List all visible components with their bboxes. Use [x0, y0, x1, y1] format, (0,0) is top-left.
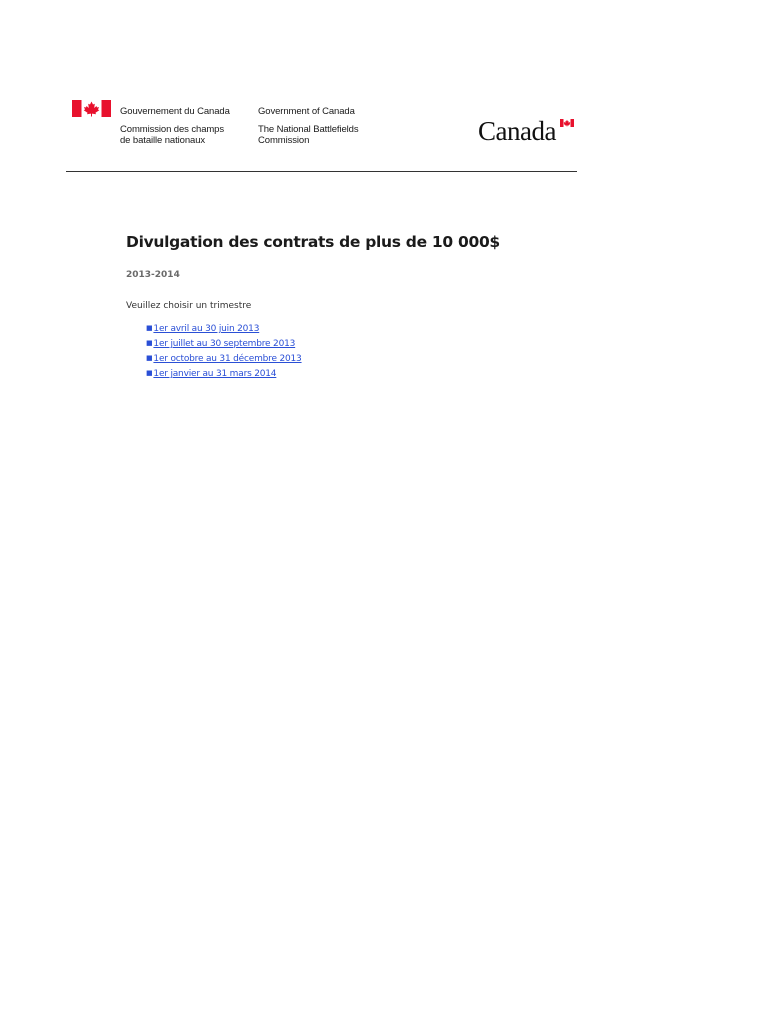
quarter-prompt: Veuillez choisir un trimestre — [126, 301, 252, 311]
quarter-link-q1[interactable]: 1er avril au 30 juin 2013 — [153, 324, 260, 334]
department-name-fr-line2: de bataille nationaux — [120, 135, 206, 146]
page-header — [0, 0, 770, 175]
canada-flag-icon — [72, 100, 111, 117]
department-name-en-line1: The National Battlefields — [258, 124, 359, 135]
list-item — [146, 336, 302, 351]
government-name-en: Government of Canada — [258, 106, 355, 117]
wordmark-flag-icon — [560, 119, 574, 127]
main-content — [126, 230, 626, 379]
canada-wordmark — [478, 115, 578, 147]
quarter-link-q4[interactable]: 1er janvier au 31 mars 2014 — [153, 369, 277, 379]
list-item — [146, 351, 302, 366]
department-name-en-line2: Commission — [258, 135, 310, 146]
bullet-icon: ■ — [146, 324, 153, 332]
quarter-link-q2[interactable]: 1er juillet au 30 septembre 2013 — [153, 339, 296, 349]
department-name-en — [258, 124, 358, 146]
government-name-fr: Gouvernement du Canada — [120, 106, 230, 117]
bullet-icon: ■ — [146, 369, 153, 377]
quarter-link-q3[interactable]: 1er octobre au 31 décembre 2013 — [153, 354, 302, 364]
list-item — [146, 321, 302, 336]
bullet-icon: ■ — [146, 339, 153, 347]
department-name-fr — [120, 124, 224, 146]
canada-wordmark-text: Canada — [478, 116, 556, 146]
list-item — [146, 366, 302, 381]
page-title: Divulgation des contrats de plus de 10 000$ — [126, 233, 500, 251]
quarter-link-list — [146, 321, 302, 381]
fiscal-year-heading: 2013-2014 — [126, 270, 180, 280]
bullet-icon: ■ — [146, 354, 153, 362]
department-name-fr-line1: Commission des champs — [120, 124, 225, 135]
header-divider — [66, 171, 577, 172]
